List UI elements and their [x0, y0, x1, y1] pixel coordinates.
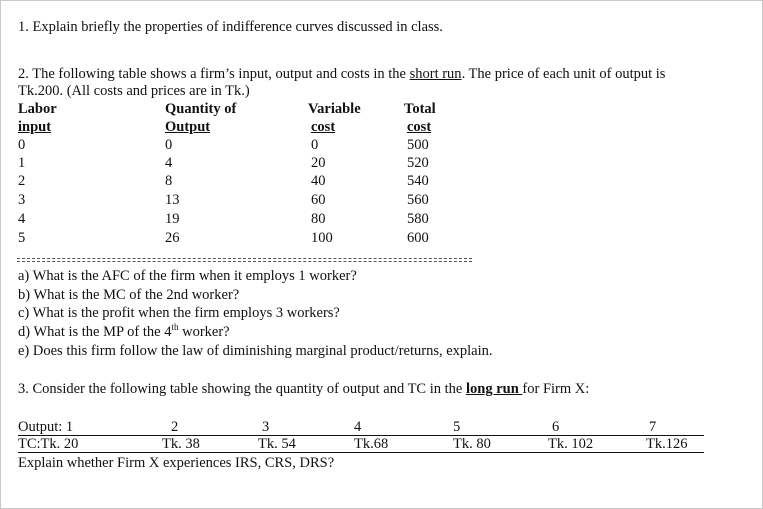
output-cell: 4: [354, 419, 362, 435]
cell-output: 0: [165, 137, 173, 153]
q2-short-run: short run: [409, 66, 462, 82]
output-cell: 7: [649, 419, 657, 435]
sub-d-pre: d) What is the MP of the 4: [18, 324, 172, 340]
header-labor-top: Labor: [18, 101, 57, 117]
q3-long-run: long run: [465, 381, 523, 397]
cell-labor: 5: [18, 230, 26, 246]
sub-question-c: c) What is the profit when the firm employs 3 workers?: [18, 305, 340, 321]
output-cell: Output: 1: [18, 419, 74, 435]
question-2-line-1: [18, 66, 665, 83]
sub-question-d: [18, 324, 230, 341]
question-3-intro: [18, 381, 589, 398]
cell-labor: 2: [18, 173, 26, 189]
tc-cell: Tk.126: [646, 436, 688, 452]
tc-cell: TC:Tk. 20: [18, 436, 79, 452]
cell-output: 8: [165, 173, 173, 189]
cell-total-cost: 540: [407, 173, 429, 189]
question-1: 1. Explain briefly the properties of indifference curves discussed in class.: [18, 19, 443, 35]
tc-cell: Tk. 54: [258, 436, 296, 452]
header-labor-bottom: input: [18, 119, 52, 135]
cell-variable-cost: 100: [311, 230, 333, 246]
cell-total-cost: 560: [407, 192, 429, 208]
cell-labor: 1: [18, 155, 26, 171]
question-3-prompt: Explain whether Firm X experiences IRS, CRS, DRS?: [18, 455, 335, 471]
cell-labor: 3: [18, 192, 26, 208]
sub-d-post: worker?: [178, 324, 230, 340]
sub-question-e: e) Does this firm follow the law of diminishing marginal product/returns, explain.: [18, 343, 493, 359]
cell-output: 13: [165, 192, 180, 208]
header-vc-bottom: cost: [311, 119, 336, 135]
q2-text-pre: 2. The following table shows a firm’s input, output and costs in the: [18, 66, 410, 82]
cell-output: 26: [165, 230, 180, 246]
cell-variable-cost: 80: [311, 211, 326, 227]
cell-total-cost: 500: [407, 137, 429, 153]
q3-text-pre: 3. Consider the following table showing the quantity of output and TC in the: [18, 381, 466, 397]
question-2-line-2: Tk.200. (All costs and prices are in Tk.): [18, 83, 250, 99]
cell-variable-cost: 60: [311, 192, 326, 208]
tc-cell: Tk.68: [354, 436, 389, 452]
header-qty-bottom: Output: [165, 119, 211, 135]
tc-cell: Tk. 38: [162, 436, 200, 452]
cell-total-cost: 580: [407, 211, 429, 227]
header-tc-bottom: cost: [407, 119, 432, 135]
cell-output: 19: [165, 211, 180, 227]
cell-variable-cost: 0: [311, 137, 319, 153]
header-tc-top: Total: [404, 101, 436, 117]
q3-text-post: for Firm X:: [522, 381, 590, 397]
header-qty-top: Quantity of: [165, 101, 237, 117]
header-vc-top: Variable: [308, 101, 361, 117]
tc-cell: Tk. 102: [548, 436, 594, 452]
dashed-divider: [17, 258, 472, 259]
dashed-divider: [17, 261, 472, 262]
sub-question-b: b) What is the MC of the 2nd worker?: [18, 287, 240, 303]
q2-text-post: . The price of each unit of output is: [461, 66, 666, 82]
output-cell: 5: [453, 419, 461, 435]
tc-cell: Tk. 80: [453, 436, 491, 452]
cell-total-cost: 600: [407, 230, 429, 246]
cell-labor: 4: [18, 211, 26, 227]
output-cell: 6: [552, 419, 560, 435]
table-rule: [18, 452, 704, 453]
cell-variable-cost: 20: [311, 155, 326, 171]
cell-output: 4: [165, 155, 173, 171]
cell-variable-cost: 40: [311, 173, 326, 189]
output-cell: 2: [171, 419, 179, 435]
cell-total-cost: 520: [407, 155, 429, 171]
sub-d-superscript: th: [171, 322, 179, 333]
cell-labor: 0: [18, 137, 26, 153]
output-cell: 3: [262, 419, 270, 435]
sub-question-a: a) What is the AFC of the firm when it employs 1 worker?: [18, 268, 357, 284]
